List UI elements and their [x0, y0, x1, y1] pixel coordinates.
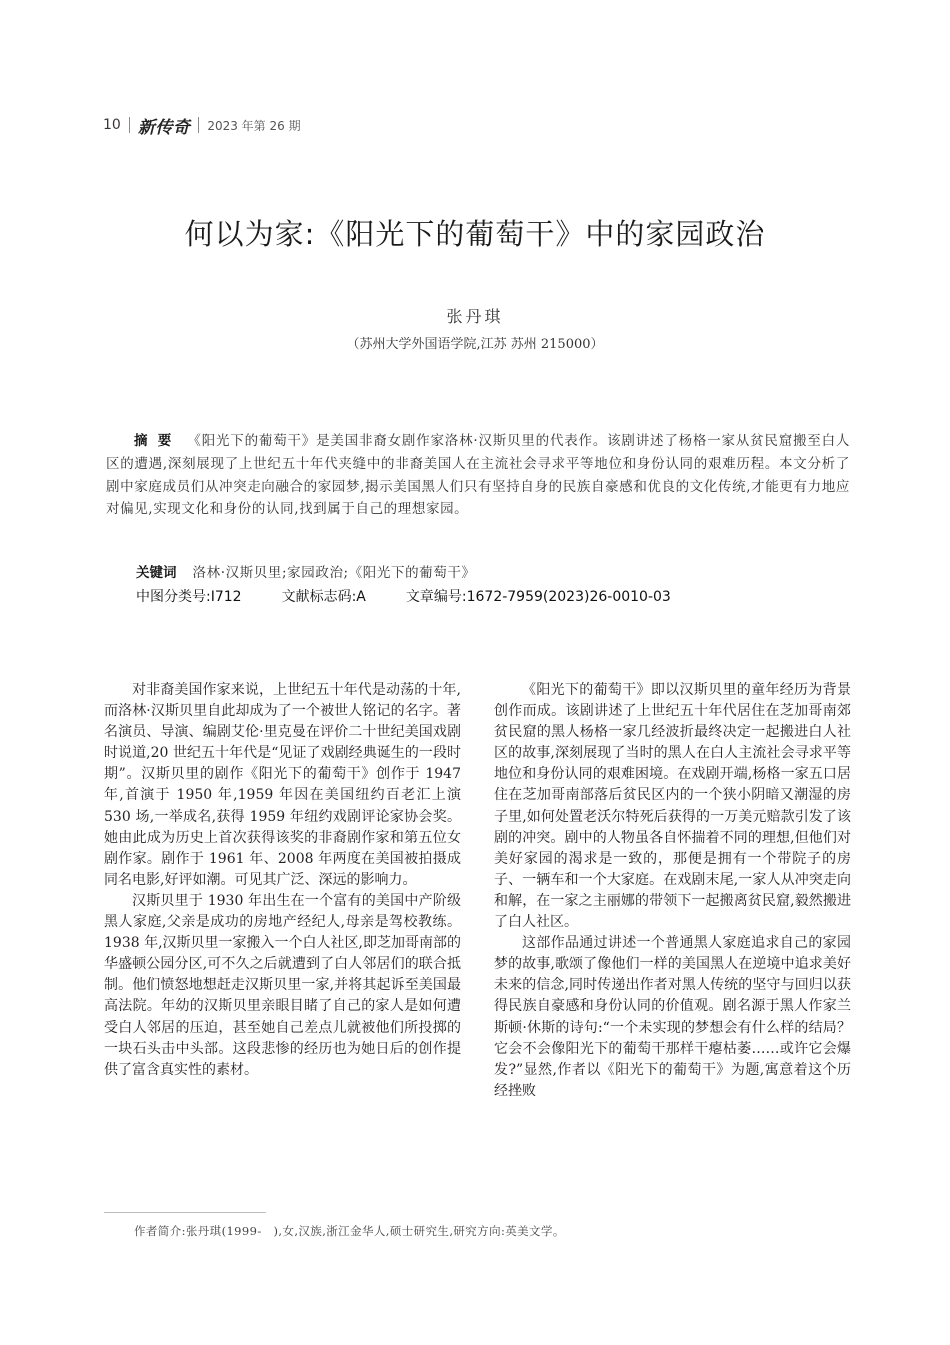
- journal-logo: 新传奇: [137, 117, 191, 138]
- author-footnote: 作者简介:张丹琪(1999- ),女,汉族,浙江金华人,硕士研究生,研究方向:英美文学。: [134, 1224, 565, 1238]
- abstract-text: 《阳光下的葡萄干》是美国非裔女剧作家洛林·汉斯贝里的代表作。该剧讲述了杨格一家从贫民窟搬至白人区的遭遇,深刻展现了上世纪五十年代夹缝中的非裔美国人在主流社会寻求平等地位和身份认同的艰难历程。本文分析了剧中家庭成员们从冲突走向融合的家园梦,揭示美国黑人们只有坚持自身的民族自豪感和优良的文化传统,才能更有力地应对偏见,实现文化和身份的认同,找到属于自己的理想家园。: [106, 433, 850, 518]
- page-number: 10: [103, 117, 121, 133]
- running-header: [103, 115, 301, 138]
- body-column-right: [494, 680, 851, 1102]
- footnote-rule: [104, 1212, 266, 1213]
- keywords: [136, 561, 476, 581]
- article-title: 何以为家:《阳光下的葡萄干》中的家园政治: [184, 217, 766, 251]
- header-divider: [129, 117, 130, 133]
- clc-number: 中图分类号:I712: [136, 589, 242, 605]
- body-paragraph: 《阳光下的葡萄干》即以汉斯贝里的童年经历为背景创作而成。该剧讲述了上世纪五十年代居住在芝加哥南郊贫民窟的黑人杨格一家几经波折最终决定一起搬进白人社区的故事,深刻展现了当时的黑人在白人主流社会寻求平等地位和身份认同的艰难困境。在戏剧开端,杨格一家五口居住在芝加哥南部落后贫民区内的一个狭小阴暗又潮湿的房子里,如何处置老沃尔特死后获得的一万美元赔款引发了该剧的冲突。剧中的人物虽各自怀揣着不同的理想,但他们对美好家园的渴求是一致的，那便是拥有一个带院子的房子、一辆车和一个大家庭。在戏剧末尾,一家人从冲突走向和解，在一家之主丽娜的带领下一起搬离贫民窟,毅然搬进了白人社区。: [494, 682, 851, 931]
- author-name: 张丹琪: [446, 307, 504, 326]
- body-paragraph: 汉斯贝里于 1930 年出生在一个富有的美国中产阶级黑人家庭,父亲是成功的房地产经纪人,母亲是驾校教练。1938 年,汉斯贝里一家搬入一个白人社区,即芝加哥南部的华盛顿公园分区,可不久之后就遭到了白人邻居们的联合抵制。他们愤怒地想赶走汉斯贝里一家,并将其起诉至美国最高法院。年幼的汉斯贝里亲眼目睹了自己的家人是如何遭受白人邻居的压迫，甚至她自己差点儿就被他们所投掷的一块石头击中头部。这段悲惨的经历也为她日后的创作提供了富含真实性的素材。: [104, 892, 461, 1078]
- keywords-text: 洛林·汉斯贝里;家园政治;《阳光下的葡萄干》: [192, 565, 476, 581]
- abstract: [106, 430, 850, 521]
- abstract-label: 摘要: [134, 433, 182, 449]
- document-code: 文献标志码:A: [281, 589, 366, 605]
- body-paragraph: 这部作品通过讲述一个普通黑人家庭追求自己的家园梦的故事,歌颂了像他们一样的美国黑人在逆境中追求美好未来的信念,同时传递出作者对黑人传统的坚守与回归以获得民族自豪感和身份认同的价值观。剧名源于黑人作家兰斯顿·休斯的诗句:“一个未实现的梦想会有什么样的结局？它会不会像阳光下的葡萄干那样干瘪枯萎……或许它会爆发?”显然,作者以《阳光下的葡萄干》为题,寓意着这个历经挫败: [494, 935, 851, 1099]
- body-column-left: [104, 680, 461, 1081]
- issue-label: 2023 年第 26 期: [207, 118, 301, 133]
- classification-row: [136, 586, 711, 606]
- header-divider: [198, 117, 199, 133]
- author-affiliation: （苏州大学外国语学院,江苏 苏州 215000）: [346, 337, 604, 352]
- keywords-label: 关键词: [136, 565, 177, 581]
- article-number: 文章编号:1672-7959(2023)26-0010-03: [405, 589, 671, 605]
- body-paragraph: 对非裔美国作家来说，上世纪五十年代是动荡的十年,而洛林·汉斯贝里自此却成为了一个被世人铭记的名字。著名演员、导演、编剧艾伦·里克曼在评价二十世纪美国戏剧时说道,20 世纪五十年代是“见证了戏剧经典诞生的一段时期”。汉斯贝里的剧作《阳光下的葡萄干》创作于 1947 年,首演于 1950 年,1959 年因在美国纽约百老汇上演 530 场,一举成名,获得 1959 年纽约戏剧评论家协会奖。她由此成为历史上首次获得该奖的非裔剧作家和第五位女剧作家。剧作于 1961 年、2008 年两度在美国被拍摄成同名电影,好评如潮。可见其广泛、深远的影响力。: [104, 682, 461, 888]
